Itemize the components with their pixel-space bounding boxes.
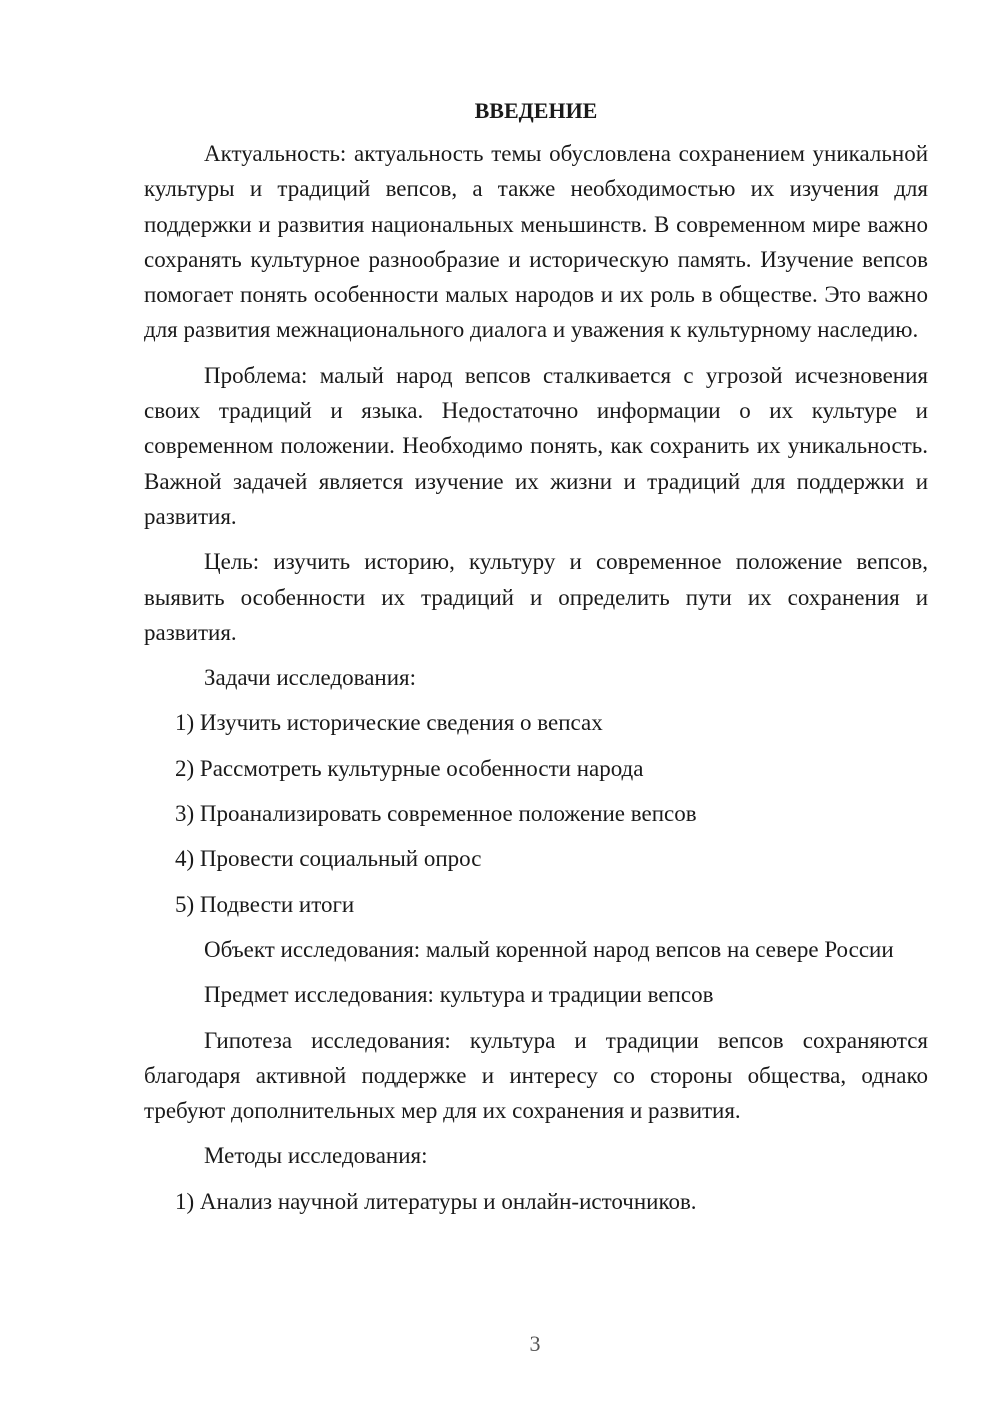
task-item: 5) Подвести итоги: [175, 891, 355, 917]
method-item: 1) Анализ научной литературы и онлайн-источников.: [175, 1188, 697, 1214]
task-item: 1) Изучить исторические сведения о вепсах: [175, 710, 603, 736]
task-item: 3) Проанализировать современное положение вепсов: [175, 801, 697, 827]
page-title: ВВЕДЕНИЕ: [474, 98, 598, 123]
page-content: [144, 96, 928, 1229]
hypothesis-paragraph: Гипотеза исследования: культура и традиции вепсов сохраняются благодаря активной поддержке и интересу со стороны общества, однако требуют дополнительных мер для их сохранения и развития.: [144, 1027, 928, 1124]
page-number: 3: [529, 1331, 541, 1356]
task-item: 2) Рассмотреть культурные особенности народа: [175, 755, 644, 781]
subject-paragraph: Предмет исследования: культура и традиции вепсов: [204, 982, 714, 1008]
object-paragraph: Объект исследования: малый коренной народ вепсов на севере России: [204, 936, 894, 962]
relevance-paragraph: Актуальность: актуальность темы обусловлена сохранением уникальной культуры и традиций вепсов, а также необходимостью их изучения для поддержки и развития национальных меньшинств. В современном мире важно сохранять культурное разнообразие и историческую память. Изучение вепсов помогает понять особенности малых народов и их роль в обществе. Это важно для развития межнационального диалога и уважения к культурному наследию.: [144, 141, 928, 343]
tasks-list: [144, 705, 928, 921]
problem-paragraph: Проблема: малый народ вепсов сталкивается с угрозой исчезновения своих традиций и языка. Недостаточно информации о их культуре и современном положении. Необходимо понять, как сохранить их уникальность. Важной задачей является изучение их жизни и традиций для поддержки и развития.: [144, 362, 928, 529]
tasks-heading: Задачи исследования:: [204, 665, 417, 691]
methods-list: [144, 1184, 928, 1219]
task-item: 4) Провести социальный опрос: [175, 846, 482, 872]
methods-heading: Методы исследования:: [204, 1143, 428, 1169]
goal-paragraph: Цель: изучить историю, культуру и современное положение вепсов, выявить особенности их традиций и определить пути их сохранения и развития.: [144, 549, 928, 645]
